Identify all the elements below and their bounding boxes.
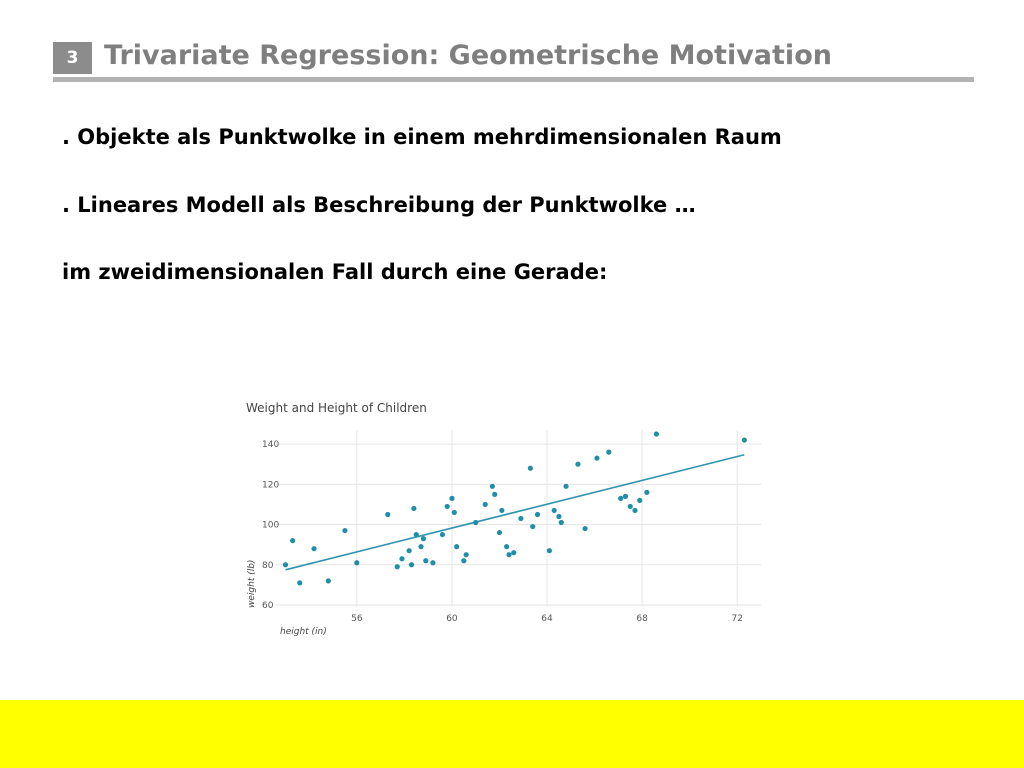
data-point bbox=[445, 504, 450, 509]
x-tick-label: 60 bbox=[446, 614, 458, 624]
data-point bbox=[440, 532, 445, 537]
title-underline bbox=[53, 77, 974, 82]
data-point bbox=[452, 510, 457, 515]
data-point bbox=[411, 506, 416, 511]
x-tick-labels bbox=[351, 614, 743, 624]
data-point bbox=[342, 528, 347, 533]
data-point bbox=[326, 578, 331, 583]
scatter-chart-svg bbox=[236, 390, 776, 648]
data-point bbox=[464, 552, 469, 557]
data-point bbox=[552, 508, 557, 513]
bullet-two-dimensional-line: im zweidimensionalen Fall durch eine Gerade: bbox=[62, 260, 608, 284]
data-point bbox=[409, 562, 414, 567]
data-point bbox=[506, 552, 511, 557]
data-point bbox=[385, 512, 390, 517]
y-tick-label: 80 bbox=[262, 560, 274, 571]
data-point bbox=[473, 520, 478, 525]
y-tick-label: 120 bbox=[262, 480, 280, 491]
footer-bar bbox=[0, 700, 1024, 768]
data-point bbox=[418, 544, 423, 549]
data-point bbox=[644, 490, 649, 495]
data-point bbox=[297, 580, 302, 585]
data-point bbox=[497, 530, 502, 535]
data-point bbox=[606, 450, 611, 455]
y-tick-label: 100 bbox=[262, 520, 280, 531]
y-tick-label: 140 bbox=[262, 440, 280, 451]
data-point bbox=[395, 564, 400, 569]
data-point bbox=[421, 536, 426, 541]
data-point bbox=[461, 558, 466, 563]
scatter-chart bbox=[236, 390, 776, 648]
data-point bbox=[283, 562, 288, 567]
data-point bbox=[499, 508, 504, 513]
data-point bbox=[535, 512, 540, 517]
data-point bbox=[518, 516, 523, 521]
bullet-linear-model: . Lineares Modell als Beschreibung der Punktwolke … bbox=[62, 193, 696, 217]
data-point bbox=[559, 520, 564, 525]
data-point bbox=[504, 544, 509, 549]
data-point bbox=[575, 462, 580, 467]
data-point bbox=[492, 492, 497, 497]
data-point bbox=[594, 456, 599, 461]
slide-title: Trivariate Regression: Geometrische Motivation bbox=[104, 40, 832, 71]
y-tick-label: 60 bbox=[262, 600, 274, 611]
data-point bbox=[618, 496, 623, 501]
data-point bbox=[407, 548, 412, 553]
data-point bbox=[632, 508, 637, 513]
data-point bbox=[423, 558, 428, 563]
data-point bbox=[530, 524, 535, 529]
data-point bbox=[311, 546, 316, 551]
data-point bbox=[623, 494, 628, 499]
data-point bbox=[399, 556, 404, 561]
data-point bbox=[654, 431, 659, 436]
y-axis-label: weight (lb) bbox=[247, 559, 257, 608]
data-point bbox=[547, 548, 552, 553]
data-point bbox=[628, 504, 633, 509]
data-point bbox=[414, 532, 419, 537]
data-point bbox=[742, 437, 747, 442]
data-point bbox=[430, 560, 435, 565]
data-point bbox=[290, 538, 295, 543]
data-point bbox=[490, 484, 495, 489]
y-tick-labels bbox=[262, 440, 279, 611]
data-point bbox=[528, 466, 533, 471]
chart-title: Weight and Height of Children bbox=[246, 401, 427, 415]
data-point bbox=[563, 484, 568, 489]
data-point bbox=[449, 496, 454, 501]
data-point bbox=[354, 560, 359, 565]
data-point bbox=[483, 502, 488, 507]
x-tick-label: 68 bbox=[636, 614, 648, 624]
slide-number-badge: 3 bbox=[53, 42, 92, 74]
data-point bbox=[637, 498, 642, 503]
data-point bbox=[582, 526, 587, 531]
data-points bbox=[283, 431, 747, 585]
x-tick-label: 56 bbox=[351, 614, 363, 624]
data-point bbox=[511, 550, 516, 555]
data-point bbox=[454, 544, 459, 549]
x-axis-label: height (in) bbox=[280, 627, 327, 637]
data-point bbox=[556, 514, 561, 519]
x-tick-label: 72 bbox=[731, 614, 743, 624]
x-tick-label: 64 bbox=[541, 614, 553, 624]
bullet-point-cloud: . Objekte als Punktwolke in einem mehrdimensionalen Raum bbox=[62, 125, 782, 149]
